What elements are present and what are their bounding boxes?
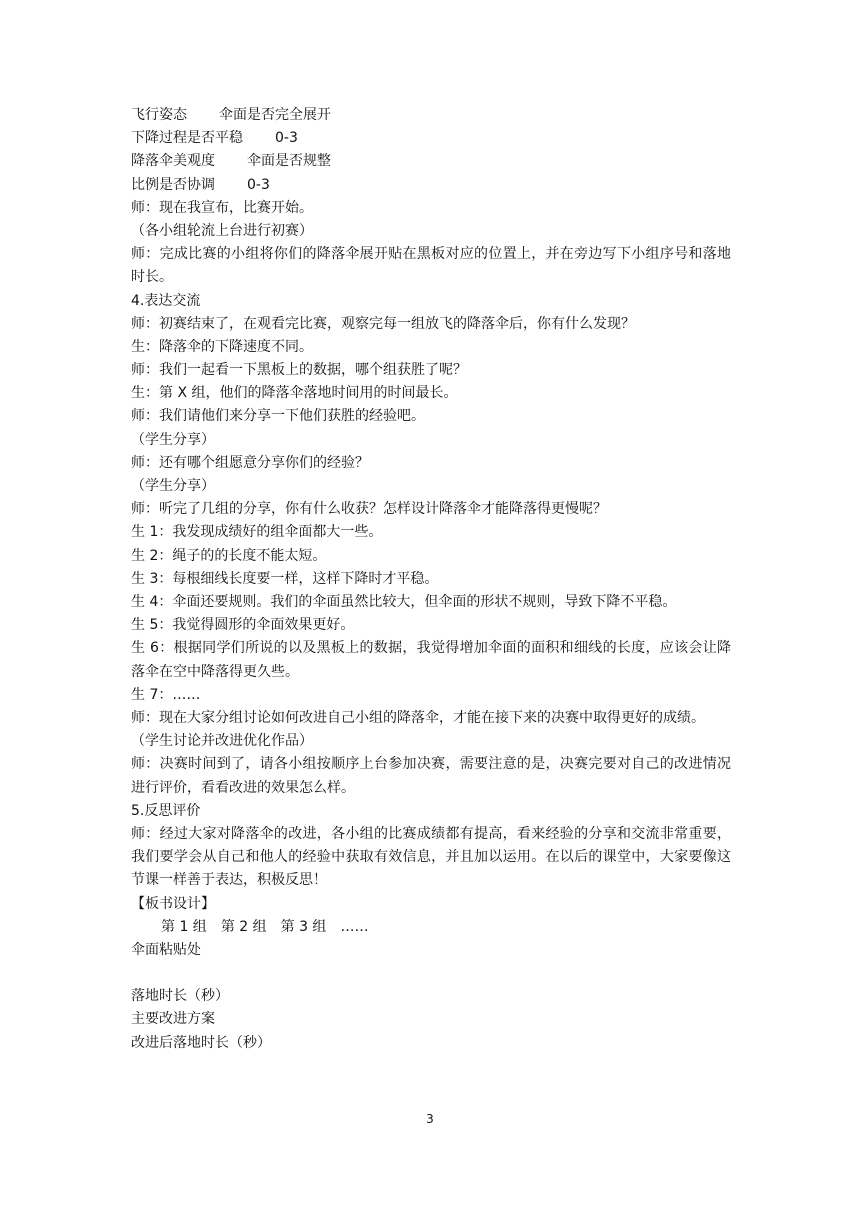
criteria-score: 0-3 xyxy=(247,176,270,193)
board-groups-row xyxy=(131,916,731,939)
board-row-label: 伞面粘贴处 xyxy=(131,941,201,958)
dialogue-paragraph: 师：经过大家对降落伞的改进，各小组的比赛成绩都有提高，看来经验的分享和交流非常重要，我们要学会从自己和他人的经验中获取有效信息，并且加以运用。在以后的课堂中，大家要像这节课一样善于表达，积极反思！ xyxy=(131,825,731,889)
criteria-desc: 伞面是否规整 xyxy=(247,153,331,170)
stage-direction: （学生讨论并改进优化作品） xyxy=(131,733,313,750)
dialogue-line: 生 3：每根细线长度要一样，这样下降时才平稳。 xyxy=(131,570,439,587)
document-body xyxy=(131,104,731,1055)
dialogue-line: 生：降落伞的下降速度不同。 xyxy=(131,338,313,355)
dialogue-line: 师：初赛结束了，在观看完比赛，观察完每一组放飞的降落伞后，你有什么发现？ xyxy=(131,315,635,332)
criteria-desc: 下降过程是否平稳 xyxy=(131,130,243,147)
stage-direction: （学生分享） xyxy=(131,478,215,495)
section-heading: 5.反思评价 xyxy=(131,802,201,819)
dialogue-line: 师：我们请他们来分享一下他们获胜的经验吧。 xyxy=(131,408,425,425)
dialogue-paragraph: 生 6：根据同学们所说的以及黑板上的数据，我觉得增加伞面的面积和细线的长度，应该会让降落伞在空中降落得更久些。 xyxy=(131,640,731,680)
stage-direction: （各小组轮流上台进行初赛） xyxy=(131,222,313,239)
board-row-label: 改进后落地时长（秒） xyxy=(131,1034,271,1051)
dialogue-line: 生 7：…… xyxy=(131,686,201,703)
dialogue-line: 生 5：我觉得圆形的伞面效果更好。 xyxy=(131,617,355,634)
dialogue-paragraph: 师：现在大家分组讨论如何改进自己小组的降落伞，才能在接下来的决赛中取得更好的成绩。 xyxy=(131,709,705,726)
criteria-label: 飞行姿态 xyxy=(131,107,187,123)
blank-line xyxy=(131,962,731,985)
board-row-label: 落地时长（秒） xyxy=(131,988,229,1005)
dialogue-line: 生 4：伞面还要规则。我们的伞面虽然比较大，但伞面的形状不规则，导致下降不平稳。 xyxy=(131,593,677,610)
criteria-desc: 伞面是否完全展开 xyxy=(219,107,331,123)
board-row-label: 主要改进方案 xyxy=(131,1011,215,1028)
dialogue-line: 师：听完了几组的分享，你有什么收获？怎样设计降落伞才能降落得更慢呢？ xyxy=(131,501,607,518)
section-heading: 4.表达交流 xyxy=(131,292,201,309)
dialogue-paragraph: 师：完成比赛的小组将你们的降落伞展开贴在黑板对应的位置上，并在旁边写下小组序号和落地时长。 xyxy=(131,246,731,286)
criteria-row xyxy=(131,150,731,173)
criteria-row xyxy=(131,174,731,197)
criteria-label: 降落伞美观度 xyxy=(131,153,215,170)
criteria-score: 0-3 xyxy=(275,130,298,147)
dialogue-line: 生 1：我发现成绩好的组伞面都大一些。 xyxy=(131,524,383,541)
dialogue-line: 生：第 X 组，他们的降落伞落地时间用的时间最长。 xyxy=(131,385,458,402)
section-heading: 【板书设计】 xyxy=(131,895,215,912)
stage-direction: （学生分享） xyxy=(131,431,215,448)
board-group-3: 第 3 组 xyxy=(280,918,327,935)
dialogue-line: 师：我们一起看一下黑板上的数据，哪个组获胜了呢？ xyxy=(131,362,467,379)
page-number: 3 xyxy=(426,1112,434,1126)
criteria-row xyxy=(131,127,731,150)
board-group-2: 第 2 组 xyxy=(220,918,267,935)
dialogue-line: 师：还有哪个组愿意分享你们的经验？ xyxy=(131,454,369,471)
board-group-more: …… xyxy=(340,918,369,935)
dialogue-paragraph: 师：决赛时间到了，请各小组按顺序上台参加决赛，需要注意的是，决赛完要对自己的改进情况进行评价，看看改进的效果怎么样。 xyxy=(131,756,731,796)
board-group-1: 第 1 组 xyxy=(161,918,207,935)
dialogue-line: 师：现在我宣布，比赛开始。 xyxy=(131,199,313,216)
dialogue-line: 生 2：绳子的的长度不能太短。 xyxy=(131,547,327,564)
criteria-desc: 比例是否协调 xyxy=(131,176,215,193)
criteria-row xyxy=(131,104,731,127)
